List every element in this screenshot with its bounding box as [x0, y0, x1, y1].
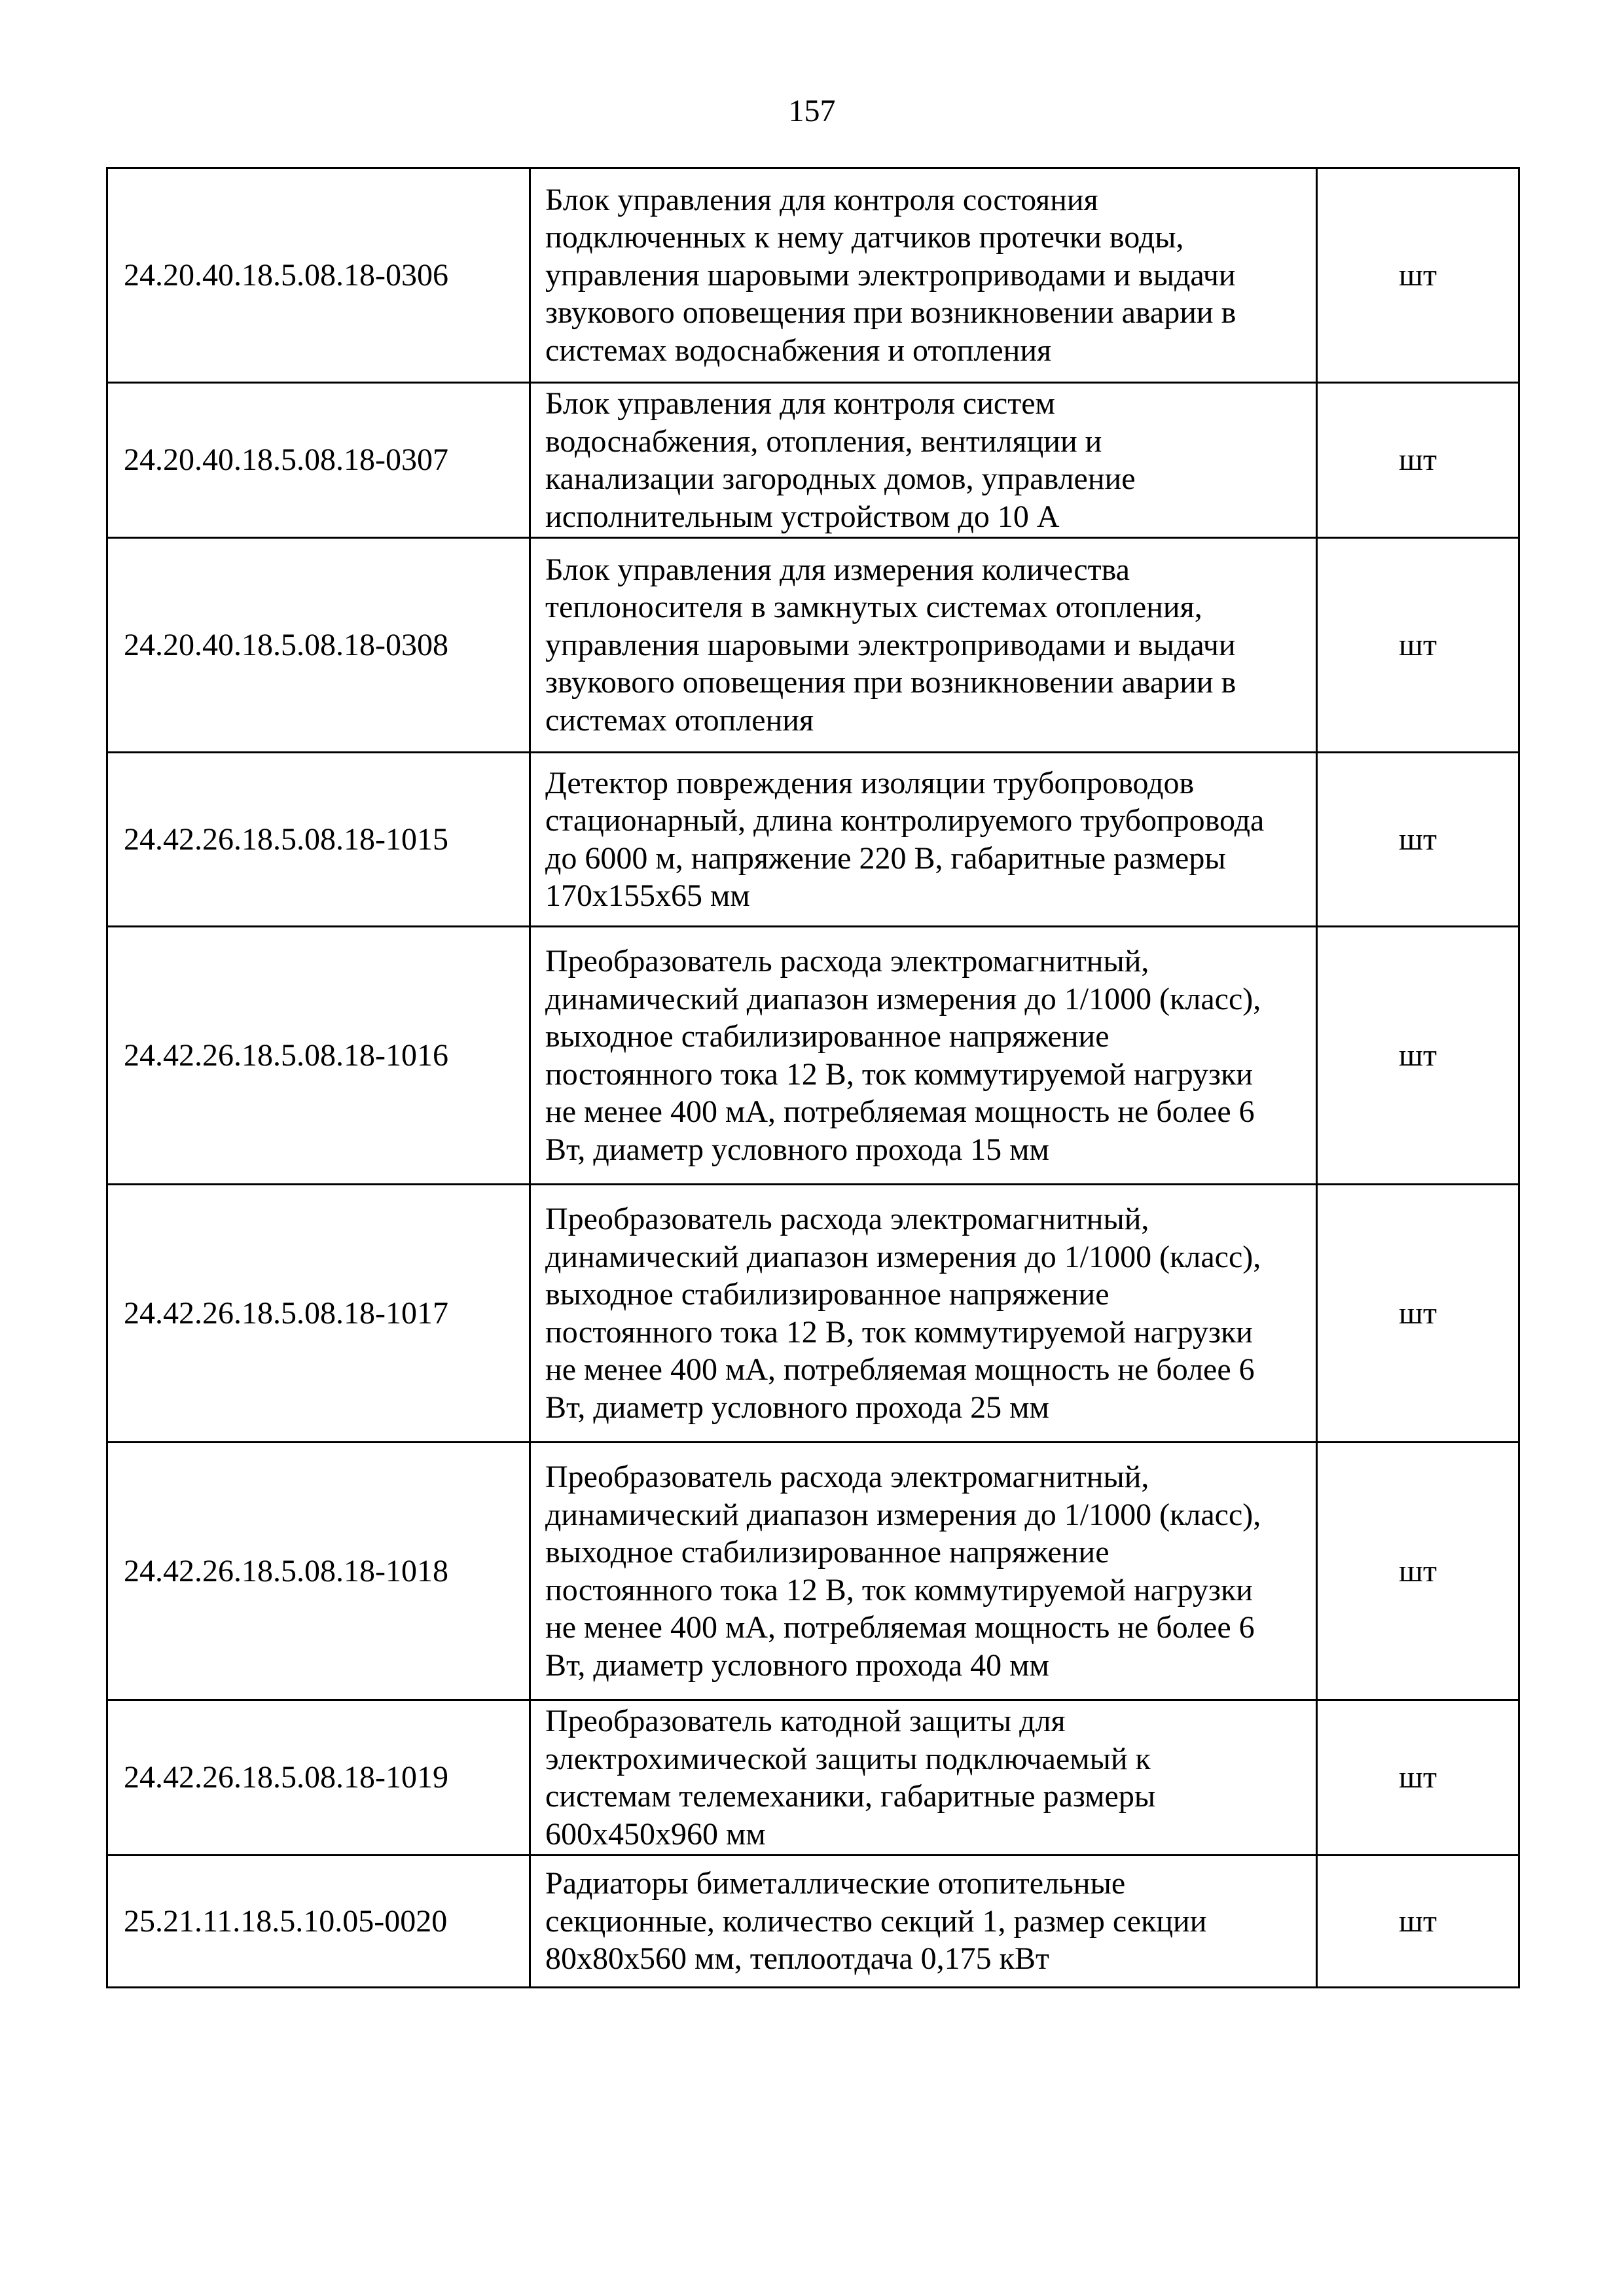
description-line: системах водоснабжения и отопления: [545, 332, 1052, 368]
description-line: не менее 400 мА, потребляемая мощность не более 6: [545, 1094, 1255, 1129]
resource-code: 24.20.40.18.5.08.18-0308: [107, 538, 530, 753]
description-line: управления шаровыми электроприводами и выдачи: [545, 627, 1236, 662]
description-line: динамический диапазон измерения до 1/1000 (класс),: [545, 1239, 1261, 1274]
description-line: не менее 400 мА, потребляемая мощность не более 6: [545, 1352, 1255, 1387]
description-line: выходное стабилизированное напряжение: [545, 1277, 1110, 1312]
table-row: [107, 1443, 1519, 1700]
table-row: [107, 753, 1519, 927]
description-line: Преобразователь расхода электромагнитный,: [545, 944, 1149, 978]
resource-unit: шт: [1317, 1185, 1519, 1443]
description-line: 80х80х560 мм, теплоотдача 0,175 кВт: [545, 1941, 1049, 1977]
resource-code: 24.42.26.18.5.08.18-1019: [107, 1700, 530, 1856]
description-line: динамический диапазон измерения до 1/1000 (класс),: [545, 1497, 1261, 1532]
description-line: Преобразователь катодной защиты для: [545, 1704, 1066, 1738]
description-line: стационарный, длина контролируемого трубопровода: [545, 803, 1265, 838]
resource-unit: шт: [1317, 1443, 1519, 1700]
description-line: постоянного тока 12 В, ток коммутируемой нагрузки: [545, 1056, 1253, 1092]
description-line: управления шаровыми электроприводами и выдачи: [545, 257, 1236, 293]
table-row: [107, 168, 1519, 383]
resource-unit: шт: [1317, 753, 1519, 927]
description-line: Преобразователь расхода электромагнитный,: [545, 1202, 1149, 1236]
description-line: теплоносителя в замкнутых системах отопления,: [545, 590, 1202, 625]
resource-unit: шт: [1317, 927, 1519, 1185]
table-row: [107, 927, 1519, 1185]
description-line: Вт, диаметр условного прохода 40 мм: [545, 1647, 1049, 1683]
resource-unit: шт: [1317, 1856, 1519, 1988]
resource-code: 24.20.40.18.5.08.18-0306: [107, 168, 530, 383]
description-line: Вт, диаметр условного прохода 15 мм: [545, 1132, 1049, 1167]
resource-table: [106, 167, 1520, 1988]
resource-description: [530, 1185, 1317, 1443]
page-number: 157: [788, 94, 836, 128]
description-line: Детектор повреждения изоляции трубопроводов: [545, 765, 1195, 800]
description-line: Преобразователь расхода электромагнитный,: [545, 1460, 1149, 1494]
description-line: до 6000 м, напряжение 220 В, габаритные размеры: [545, 840, 1226, 876]
description-line: Блок управления для измерения количества: [545, 552, 1130, 587]
resource-description: [530, 383, 1317, 538]
description-line: Блок управления для контроля систем: [545, 386, 1055, 421]
resource-code: 24.20.40.18.5.08.18-0307: [107, 383, 530, 538]
resource-description: [530, 1443, 1317, 1700]
description-line: канализации загородных домов, управление: [545, 461, 1136, 496]
table-row: [107, 1856, 1519, 1988]
resource-unit: шт: [1317, 538, 1519, 753]
description-line: водоснабжения, отопления, вентиляции и: [545, 423, 1102, 459]
description-line: 600х450х960 мм: [545, 1816, 766, 1852]
resource-code: 24.42.26.18.5.08.18-1018: [107, 1443, 530, 1700]
resource-unit: шт: [1317, 1700, 1519, 1856]
table-row: [107, 1700, 1519, 1856]
description-line: исполнительным устройством до 10 А: [545, 499, 1060, 534]
resource-description: [530, 1856, 1317, 1988]
description-line: выходное стабилизированное напряжение: [545, 1535, 1110, 1570]
description-line: не менее 400 мА, потребляемая мощность не более 6: [545, 1610, 1255, 1645]
description-line: системах отопления: [545, 702, 814, 738]
resource-description: [530, 168, 1317, 383]
table-row: [107, 383, 1519, 538]
resource-description: [530, 538, 1317, 753]
resource-code: 24.42.26.18.5.08.18-1017: [107, 1185, 530, 1443]
description-line: звукового оповещения при возникновении аварии в: [545, 295, 1236, 331]
table-row: [107, 538, 1519, 753]
description-line: электрохимической защиты подключаемый к: [545, 1741, 1151, 1776]
table-row: [107, 1185, 1519, 1443]
table-body: [107, 168, 1519, 1988]
description-line: Блок управления для контроля состояния: [545, 182, 1098, 217]
description-line: Вт, диаметр условного прохода 25 мм: [545, 1390, 1049, 1425]
resource-description: [530, 753, 1317, 927]
description-line: постоянного тока 12 В, ток коммутируемой нагрузки: [545, 1314, 1253, 1350]
resource-description: [530, 1700, 1317, 1856]
description-line: выходное стабилизированное напряжение: [545, 1019, 1110, 1054]
resource-code: 25.21.11.18.5.10.05-0020: [107, 1856, 530, 1988]
description-line: подключенных к нему датчиков протечки воды,: [545, 220, 1184, 255]
description-line: 170х155х65 мм: [545, 878, 750, 913]
resource-description: [530, 927, 1317, 1185]
description-line: звукового оповещения при возникновении аварии в: [545, 665, 1236, 700]
resource-code: 24.42.26.18.5.08.18-1015: [107, 753, 530, 927]
resource-unit: шт: [1317, 383, 1519, 538]
description-line: секционные, количество секций 1, размер секции: [545, 1903, 1207, 1939]
resource-code: 24.42.26.18.5.08.18-1016: [107, 927, 530, 1185]
description-line: системам телемеханики, габаритные размеры: [545, 1779, 1156, 1814]
description-line: Радиаторы биметаллические отопительные: [545, 1866, 1126, 1901]
description-line: постоянного тока 12 В, ток коммутируемой нагрузки: [545, 1572, 1253, 1607]
description-line: динамический диапазон измерения до 1/1000 (класс),: [545, 981, 1261, 1016]
resource-unit: шт: [1317, 168, 1519, 383]
